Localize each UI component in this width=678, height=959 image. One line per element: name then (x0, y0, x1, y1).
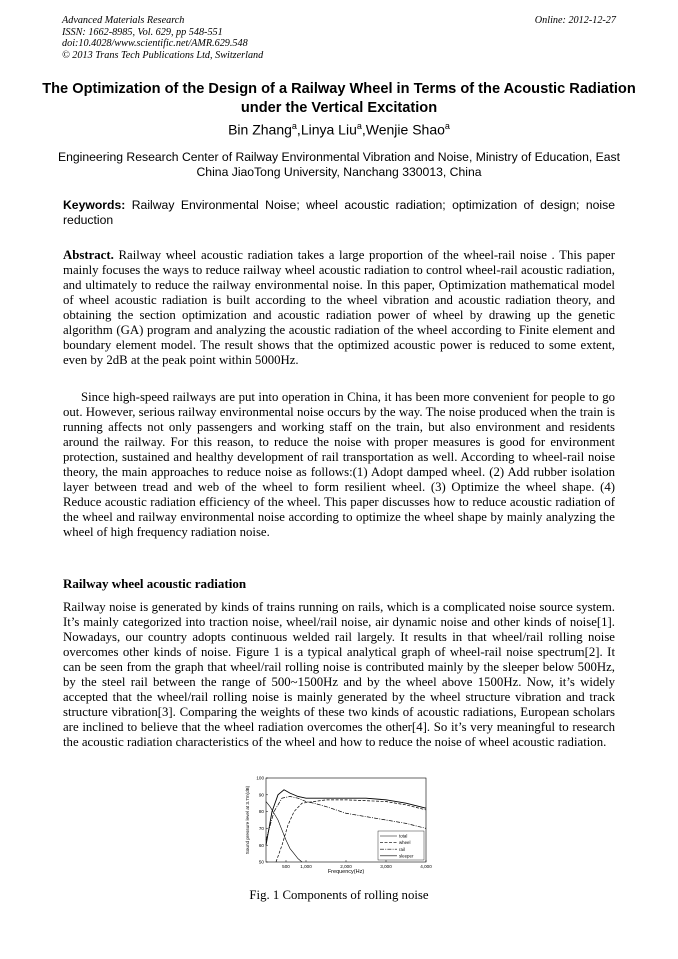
doi: doi:10.4028/www.scientific.net/AMR.629.548 (62, 38, 248, 50)
figure-caption: Fig. 1 Components of rolling noise (249, 888, 429, 902)
y-tick-label: 70 (258, 826, 264, 831)
legend-label-sleeper: sleeper (399, 853, 414, 859)
affiliation: Engineering Research Center of Railway Environmental Vibration and Noise, Ministry of Education, East China JiaoTong University, Nanchang 330013, China (57, 150, 621, 179)
author-name: Bin Zhang (228, 121, 292, 138)
x-tick-label: 500 (282, 864, 290, 869)
abstract-text: Railway wheel acoustic radiation takes a large proportion of the wheel-rail noise . This paper mainly focuses the ways to reduce railway wheel acoustic radiation to control wheel-rail acoustic radiation, and ultimately to reduce the railway environmental noise. In this paper, Optimization mathematical model of wheel acoustic radiation is built according to the wheel vibration and acoustic radiation theory, and obtaining the section optimization and acoustic radiation power of wheel by drawing up the genetic algorithm (GA) program and analyzing the acoustic radiation of the wheel according to Finite element and boundary element model. The result shows that the optimized acoustic power is reduced to some extent, even by 2dB at the peak point within 5000Hz. (63, 248, 615, 368)
abstract-label: Abstract. (63, 248, 114, 262)
chart-svg (242, 772, 434, 874)
intro-paragraph: Since high-speed railways are put into operation in China, it has been more convenient for people to go out. However, serious railway environmental noise occurs by the way. The noise produced when the train is running affects not only passengers and working staff on the train, but also environment and residents around the railway. For this reason, to reduce the noise with proper measures is good for environment protection, sustained and healthy development of rail transportation as well. According to wheel-rail noise theory, the main approaches to reduce noise as follows:(1) Adopt damped wheel. (2) Add rubber isolation layer between tread and web of the wheel to form resilient wheel. (3) Optimize the wheel shape. (4) Reduce acoustic radiation efficiency of the wheel. This paper discusses how to reduce acoustic radiation of the wheel and railway environmental noise according to optimize the wheel shape by mainly analyzing the wheel of high frequency radiation noise. (63, 390, 615, 540)
journal-name: Advanced Materials Research (62, 15, 185, 26)
abstract (63, 248, 615, 368)
legend-label-rail: rail (399, 846, 405, 852)
figure-rolling-noise (242, 772, 434, 874)
series-line-sleeper (266, 802, 302, 862)
section-body (63, 600, 615, 750)
author-affiliation-mark: a (444, 121, 450, 131)
y-tick-label: 50 (258, 859, 264, 865)
keywords-label: Keywords: (63, 198, 126, 212)
x-tick-label: 2,000 (340, 864, 352, 869)
section-paragraph: Railway noise is generated by kinds of trains running on rails, which is a complicated noise source system. It’s mainly categorized into traction noise, wheel/rail noise, air dynamic noise and other kinds of noise[1]. Nowadays, our country adopts continuous welded rail largely. It results in that wheel/rail rolling noise overcomes other kinds of noise. Figure 1 is a typical analytical graph of wheel-rail noise spectrum[2]. It can be seen from the graph that wheel/rail rolling noise is contributed mainly by the sleeper below 500Hz, by the steel rail between the range of 500~1500Hz and by the wheel above 1500Hz. Now, it’s widely accepted that the wheel/rail rolling noise is mainly generated by the wheel structure vibration and track structure vibration[3]. Comparing the weights of these two kinds of acoustic radiations, European scholars are inclined to believe that the wheel radiation overcomes the other[4]. So it’s very meaningful to research the acoustic radiation characteristics of the wheel and how to reduce the noise of wheel acoustic radiation. (63, 600, 615, 750)
author-list: Bin Zhang$^a$,Linya Liu$^a$,Wenjie Shao$^a$ (228, 121, 450, 138)
section-heading: Railway wheel acoustic radiation (63, 576, 247, 591)
y-tick-label: 90 (258, 792, 264, 798)
paper-title: The Optimization of the Design of a Railway Wheel in Terms of the Acoustic Radiation under the Vertical Excitation (42, 81, 636, 116)
introduction (63, 390, 615, 540)
x-tick-label: 1,000 (300, 864, 312, 869)
x-tick-label: 3,000 (380, 864, 392, 869)
y-axis-label: Sound pressure level at 3.7m(dB) (245, 785, 250, 855)
copyright: © 2013 Trans Tech Publications Ltd, Switzerland (62, 49, 264, 61)
author-affiliation-mark: a (291, 121, 297, 131)
keywords-text: Railway Environmental Noise; wheel acoustic radiation; optimization of design; noise reduction (63, 198, 615, 227)
y-tick-label: 100 (256, 775, 264, 781)
issn: ISSN: 1662-8985, Vol. 629, pp 548-551 (62, 26, 223, 38)
y-tick-label: 60 (258, 842, 264, 848)
online-date: Online: 2012-12-27 (534, 15, 616, 26)
legend-label-wheel: wheel (399, 840, 411, 846)
author-name: Wenjie Shao (365, 121, 445, 138)
x-tick-label: 4,000 (420, 864, 432, 869)
x-axis-label: Frequency(Hz) (327, 869, 365, 874)
y-tick-label: 80 (258, 809, 264, 815)
keywords (63, 198, 615, 228)
author-name: Linya Liu (300, 121, 357, 138)
author-affiliation-mark: a (356, 121, 362, 131)
legend-label-total: total (399, 833, 408, 839)
page-header (62, 15, 616, 61)
